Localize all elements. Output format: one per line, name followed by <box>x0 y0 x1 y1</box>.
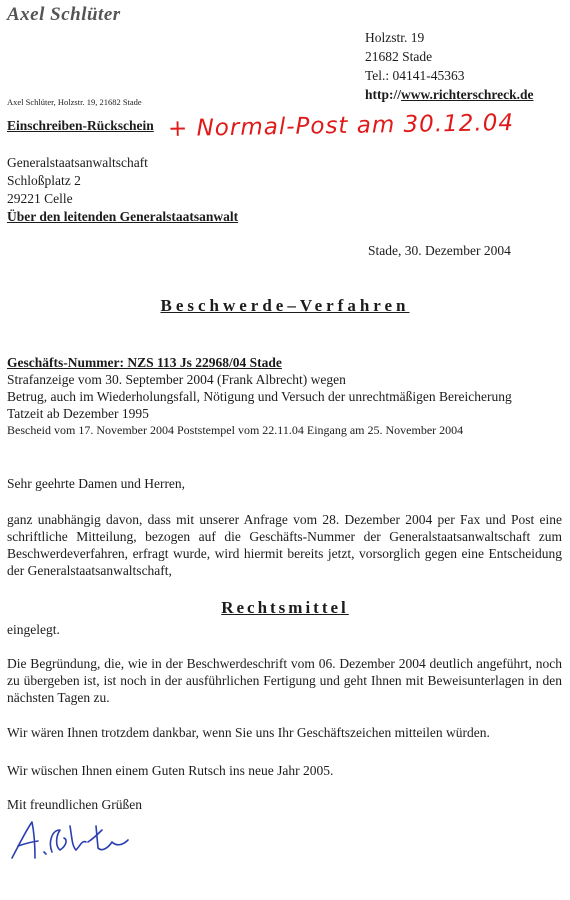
handwritten-signature <box>8 812 148 872</box>
sender-phone: Tel.: 04141-45363 <box>365 68 465 83</box>
body-paragraph-2: Die Begründung, die, wie in der Beschwerdeschrift vom 06. Dezember 2004 deutlich angeführt, noch zu übergeben ist, ist noch in der ausführlichen Fertigung und geht Ihnen mit Beweisunterlagen in den nächsten Tagen zu. <box>7 656 562 705</box>
closing-phrase: Mit freundlichen Grüßen <box>7 797 142 812</box>
reference-line-3: Betrug, auch im Wiederholungsfall, Nötigung und Versuch der unrechtmäßigen Bereicherung <box>7 389 512 404</box>
recipient-line-3: 29221 Celle <box>7 191 73 206</box>
website-prefix: http:// <box>365 87 402 102</box>
recipient-line-1: Generalstaatsanwaltschaft <box>7 155 148 170</box>
reference-line-4: Tatzeit ab Dezember 1995 <box>7 406 149 421</box>
website-domain[interactable]: www.richterschreck.de <box>401 87 534 102</box>
recipient-line-4: Über den leitenden Generalstaatsanwalt <box>7 209 239 224</box>
reference-number: Geschäfts-Nummer: NZS 113 Js 22968/04 Stade <box>7 355 282 370</box>
body-paragraph-4: Wir wüschen Ihnen einem Guten Rutsch ins neue Jahr 2005. <box>7 763 334 778</box>
sender-city: 21682 Stade <box>365 49 433 64</box>
signature-drawing <box>8 812 148 867</box>
sender-website[interactable] <box>365 85 533 104</box>
sender-address <box>365 28 533 104</box>
return-address-line: Axel Schlüter, Holzstr. 19, 21682 Stade <box>7 97 142 107</box>
recipient-line-2: Schloßplatz 2 <box>7 173 81 188</box>
letterhead-name: Axel Schlüter <box>7 4 121 25</box>
body-paragraph-1: ganz unabhängig davon, dass mit unserer Anfrage vom 28. Dezember 2004 per Fax und Post eine schriftliche Mitteilung, bezogen auf die Geschäfts-Nummer der Generalstaatsanwaltschaft zum Beschwerdeverfahren, erfragt wurde, wird hiermit bereits jetzt, vorsorglich gegen eine Entscheidung der Generalstaatsanwaltschaft, <box>7 512 562 578</box>
reference-line-5: Bescheid vom 17. November 2004 Poststempel vom 22.11.04 Eingang am 25. November 2004 <box>7 423 464 437</box>
handwritten-note: + Normal-Post am 30.12.04 <box>167 109 515 143</box>
reference-block <box>7 354 512 439</box>
sender-street: Holzstr. 19 <box>365 30 425 45</box>
salutation: Sehr geehrte Damen und Herren, <box>7 476 186 491</box>
filed-text: eingelegt. <box>7 622 60 637</box>
body-paragraph-3: Wir wären Ihnen trotzdem dankbar, wenn Sie uns Ihr Geschäftszeichen mitteilen würden. <box>7 725 490 740</box>
reference-line-2: Strafanzeige vom 30. September 2004 (Frank Albrecht) wegen <box>7 372 346 387</box>
recipient-address <box>7 154 238 226</box>
letter-date: Stade, 30. Dezember 2004 <box>368 243 511 258</box>
delivery-method: Einschreiben-Rückschein <box>7 118 154 133</box>
subject-title: Beschwerde–Verfahren <box>160 296 410 315</box>
remedy-title: Rechtsmittel <box>221 598 349 617</box>
